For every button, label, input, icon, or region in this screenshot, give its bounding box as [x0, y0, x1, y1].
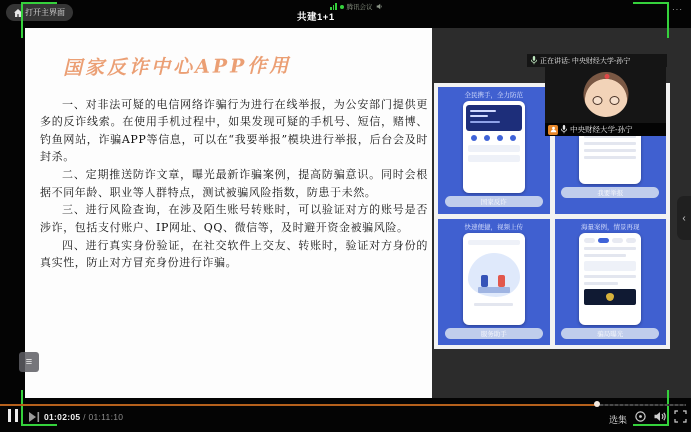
next-episode-button[interactable]: [28, 410, 40, 422]
progress-played: [0, 404, 597, 406]
pause-button[interactable]: [8, 409, 18, 422]
microphone-icon: [561, 125, 567, 134]
slide-paragraph-1: 一、对非法可疑的电信网络诈骗行为进行在线举报，为公安部门提供更多的反诈线索。在使用手机过程中，如果发现可疑的手机号、短信，赌博、钓鱼网站，诈骗APP等信息，可以在“我要举报”模块进行举报，后台会及时封杀。: [40, 98, 428, 164]
webcam-tile[interactable]: [545, 67, 666, 136]
card-label: 我要举报: [561, 187, 659, 198]
current-time: 01:02:05: [44, 412, 81, 422]
list-icon: ≡: [25, 356, 33, 368]
meeting-title: 共建1+1: [297, 12, 335, 23]
card-header: 全民携手，全力防范: [464, 92, 523, 99]
card-label: 骗局曝光: [561, 328, 659, 339]
card-header: 海量案例，情景再现: [581, 223, 640, 231]
episodes-button[interactable]: 选集: [609, 415, 628, 425]
home-icon: [14, 9, 22, 17]
slide-paragraph-4: 四、进行真实身份验证，在社交软件上交友、转账时，验证对方身份的真实性，防止对方冒充身份进行诈骗。: [40, 238, 428, 270]
speaking-label: 正在讲话: 中央财经大学-孙宁: [540, 57, 631, 65]
meeting-app-label: 腾讯会议: [346, 4, 373, 11]
fullscreen-icon: [674, 410, 687, 423]
host-badge-icon: [548, 125, 558, 135]
participant-name-bar: [545, 123, 666, 136]
total-time: 01:11:10: [88, 412, 124, 422]
settings-button[interactable]: [634, 410, 647, 423]
phone-mockup: [463, 101, 525, 193]
playhead-dot[interactable]: [594, 401, 600, 407]
more-options-icon[interactable]: ···: [672, 5, 683, 14]
slide-paragraph-2: 二、定期推送防诈文章，曝光最新诈骗案例，提高防骗意识。同时会根据不同年龄、职业等人群特点，测试被骗风险指数，防患于未然。: [40, 168, 428, 199]
volume-button[interactable]: [653, 410, 666, 423]
card-label: 服务助手: [445, 328, 543, 339]
meeting-status: [330, 2, 383, 11]
phone-mockup: [579, 233, 641, 325]
participant-name: 中央财经大学-孙宁: [570, 125, 633, 134]
time-separator: /: [80, 412, 89, 422]
collapse-panel-button[interactable]: [677, 196, 691, 240]
speaker-icon: [653, 410, 666, 423]
avatar: [583, 72, 628, 117]
speaking-indicator-bar: [527, 54, 667, 67]
app-card-home: [438, 87, 550, 214]
microphone-icon: [531, 56, 537, 65]
app-card-exposure: [555, 219, 667, 346]
gear-icon: [634, 410, 647, 423]
phone-mockup: [463, 233, 525, 325]
open-main-button[interactable]: [6, 4, 73, 21]
chevron-left-icon: ‹: [682, 212, 686, 224]
fullscreen-button[interactable]: [674, 410, 687, 423]
card-header: 快速便捷，视频上传: [464, 223, 523, 231]
slide-page: [25, 28, 432, 398]
time-display: [44, 412, 123, 422]
open-main-label: 打开主界面: [25, 8, 65, 17]
audio-icon: [376, 3, 383, 10]
slide-paragraph-3: 三、进行风险查询，在涉及陌生账号转账时，可以验证对方的账号是否涉诈，包括支付账户、IP网址、QQ、微信等，及时避开资金被骗风险。: [40, 203, 428, 234]
signal-icon: [330, 3, 337, 10]
slide-body: [40, 96, 428, 272]
thumbnail-list-button[interactable]: [19, 352, 39, 372]
recording-dot-icon: [340, 5, 344, 9]
slide-title: 国家反诈中心APP作用: [62, 54, 292, 80]
card-label: 国家反诈: [445, 196, 543, 207]
app-card-service: [438, 219, 550, 346]
